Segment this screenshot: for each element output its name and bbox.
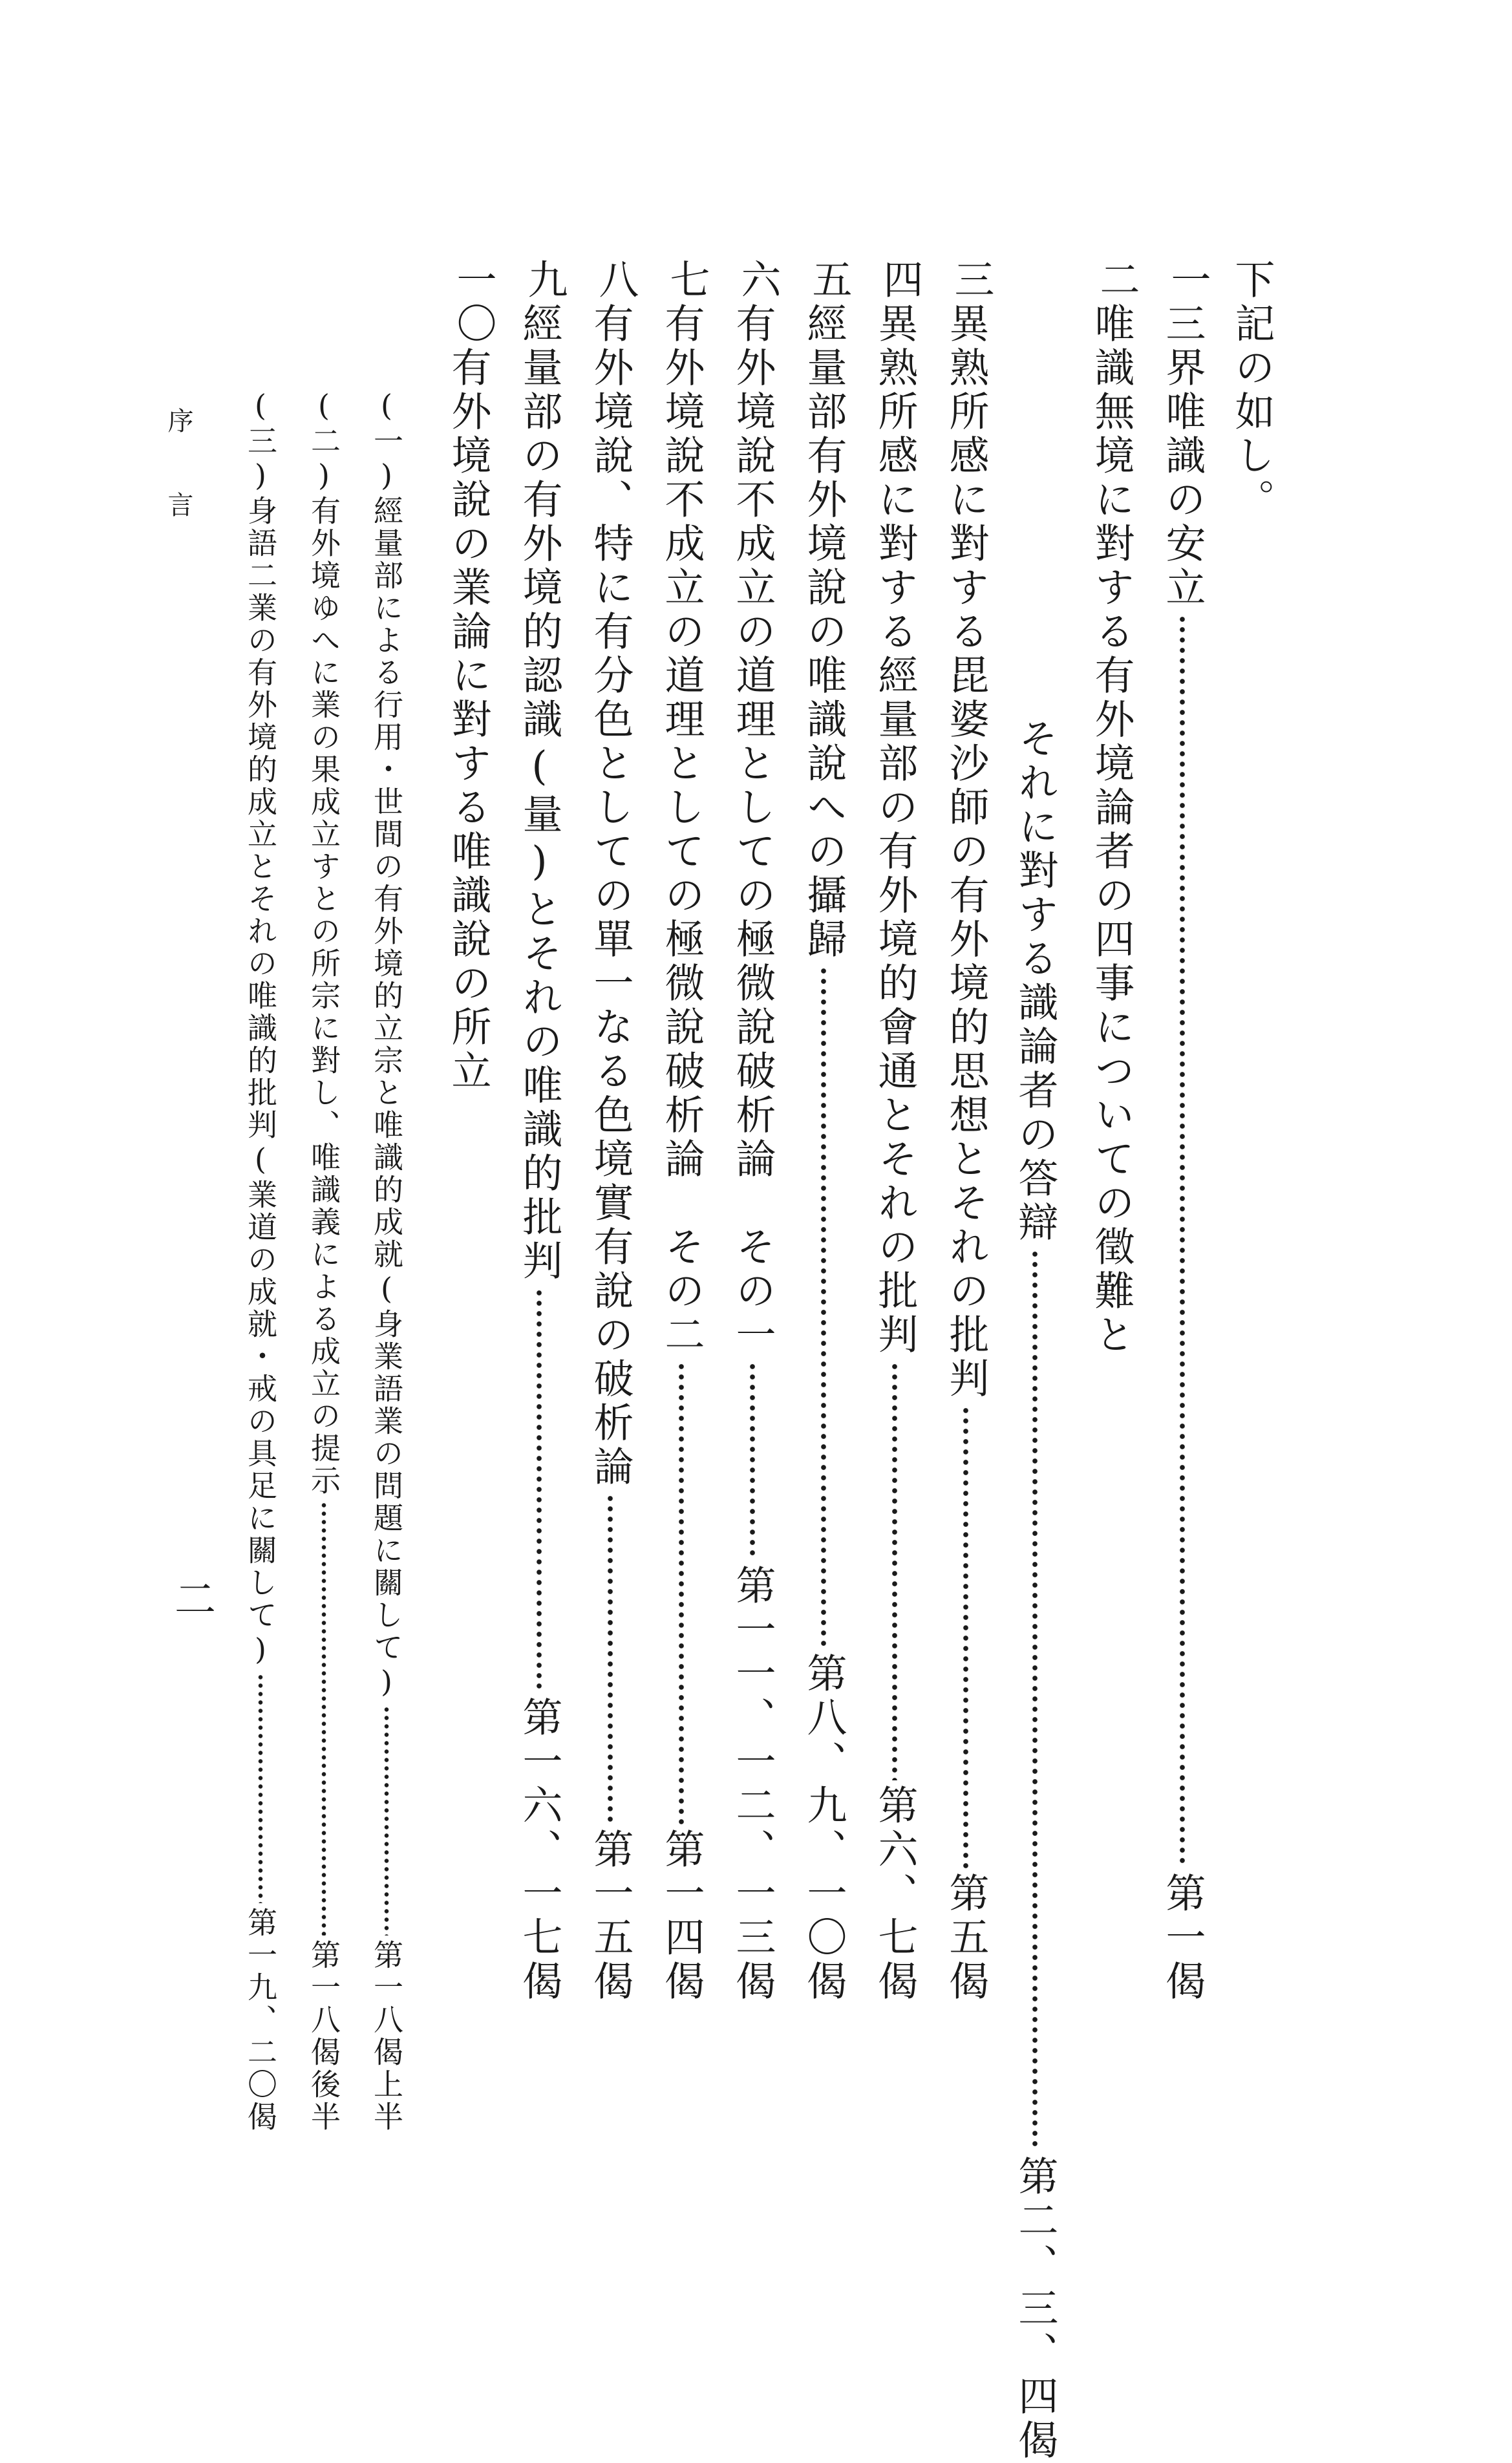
dot-leader	[1157, 614, 1208, 1868]
entry-ref: 第一一、一二、一三偈	[729, 1564, 776, 2004]
entry-number: 六	[734, 259, 782, 303]
dot-leader	[372, 1705, 401, 1935]
entry-ref: 第一五偈	[587, 1828, 634, 2004]
entry-title: 有外境說不成立の道理としての極微說破析論 その二	[658, 303, 705, 1358]
entry-title: 有外境說、特に有分色としての單一なる色境實有說の破析論	[587, 303, 634, 1489]
entry-ref: 第六、七偈	[871, 1784, 919, 2004]
toc-entry	[585, 259, 639, 2004]
toc-entry	[443, 259, 497, 2004]
entry-number: 九	[521, 259, 568, 303]
intro-line	[1228, 259, 1275, 2004]
entry-title: 經量部有外境說の唯識說への攝歸	[800, 303, 847, 962]
entry-title: 經量部の有外境的認識(量)とそれの唯識的批判	[516, 303, 563, 1284]
toc-entry	[1086, 259, 1140, 2004]
dot-leader	[514, 1288, 564, 1692]
entry-title: 有外境說不成立の道理としての極微說破析論 その一	[729, 303, 776, 1358]
subentry-ref: 第一八偈後半	[306, 1939, 341, 2133]
toc-subentry	[369, 388, 404, 2133]
dot-leader	[869, 1361, 920, 1780]
toc-subentry	[243, 388, 278, 2133]
toc-entry	[1012, 718, 1059, 2463]
toc-entry	[798, 259, 853, 2004]
entry-ref: 第二、三、四偈	[1012, 2155, 1059, 2463]
entry-number: 八	[592, 259, 639, 303]
subentry-ref: 第一八偈上半	[369, 1939, 404, 2133]
dot-leader	[246, 1673, 275, 1903]
entry-title: 三界唯識の安立	[1159, 303, 1206, 610]
toc-entry	[514, 259, 568, 2004]
intro-text: 下記の如し。	[1228, 259, 1275, 522]
dot-leader	[1015, 1249, 1055, 2151]
toc-entry	[941, 259, 995, 2004]
entry-ref: 第一偈	[1159, 1872, 1206, 2004]
subentry-ref: 第一九、二〇偈	[243, 1907, 278, 2133]
entry-title: 異熟所感に對する經量部の有外境的會通とそれの批判	[871, 303, 919, 1358]
entry-ref: 第一四偈	[658, 1828, 705, 2004]
subentry-title: (二)有外境ゆへに業の果成立すとの所宗に對し、唯識義による成立の提示	[306, 388, 341, 1497]
entry-number: 五	[805, 259, 853, 303]
entry-number: 一〇	[450, 259, 497, 347]
running-footer: 序言	[164, 407, 193, 575]
entry-number: 四	[877, 259, 924, 303]
toc-entry	[1157, 259, 1211, 2004]
page-number: 二	[167, 1577, 215, 1619]
toc-entry	[656, 259, 710, 2004]
toc-entry	[869, 259, 924, 2004]
entry-title: 唯識無境に對する有外境論者の四事についての徵難と	[1088, 303, 1135, 1358]
subentry-title: (三)身語二業の有外境的成立とそれの唯識的批判(業道の成就・戒の具足に關して)	[243, 388, 278, 1669]
toc-entry	[727, 259, 782, 2004]
dot-leader	[727, 1361, 778, 1561]
entry-number: 二	[1093, 259, 1140, 303]
dot-leader	[309, 1501, 339, 1935]
dot-leader	[798, 966, 849, 1648]
entry-title: 異熟所感に對する毘婆沙師の有外境的思想とそれの批判	[942, 303, 990, 1402]
entry-title: それに對する識論者の答辯	[1012, 718, 1059, 1245]
entry-ref: 第五偈	[942, 1872, 990, 2004]
dot-leader	[656, 1361, 707, 1824]
dot-leader	[585, 1493, 635, 1824]
entry-number: 三	[948, 259, 995, 303]
entry-ref: 第八、九、一〇偈	[800, 1652, 847, 2004]
entry-number: 一	[1164, 259, 1211, 303]
entry-ref: 第一六、一七偈	[516, 1696, 563, 2004]
subentry-title: (一)經量部による行用・世間の有外境的立宗と唯識的成就(身業語業の問題に關して)	[369, 388, 404, 1701]
entry-number: 七	[663, 259, 710, 303]
dot-leader	[941, 1405, 991, 1868]
toc-subentry	[306, 388, 341, 2133]
entry-title: 有外境說の業論に對する唯識說の所立	[445, 347, 492, 1094]
